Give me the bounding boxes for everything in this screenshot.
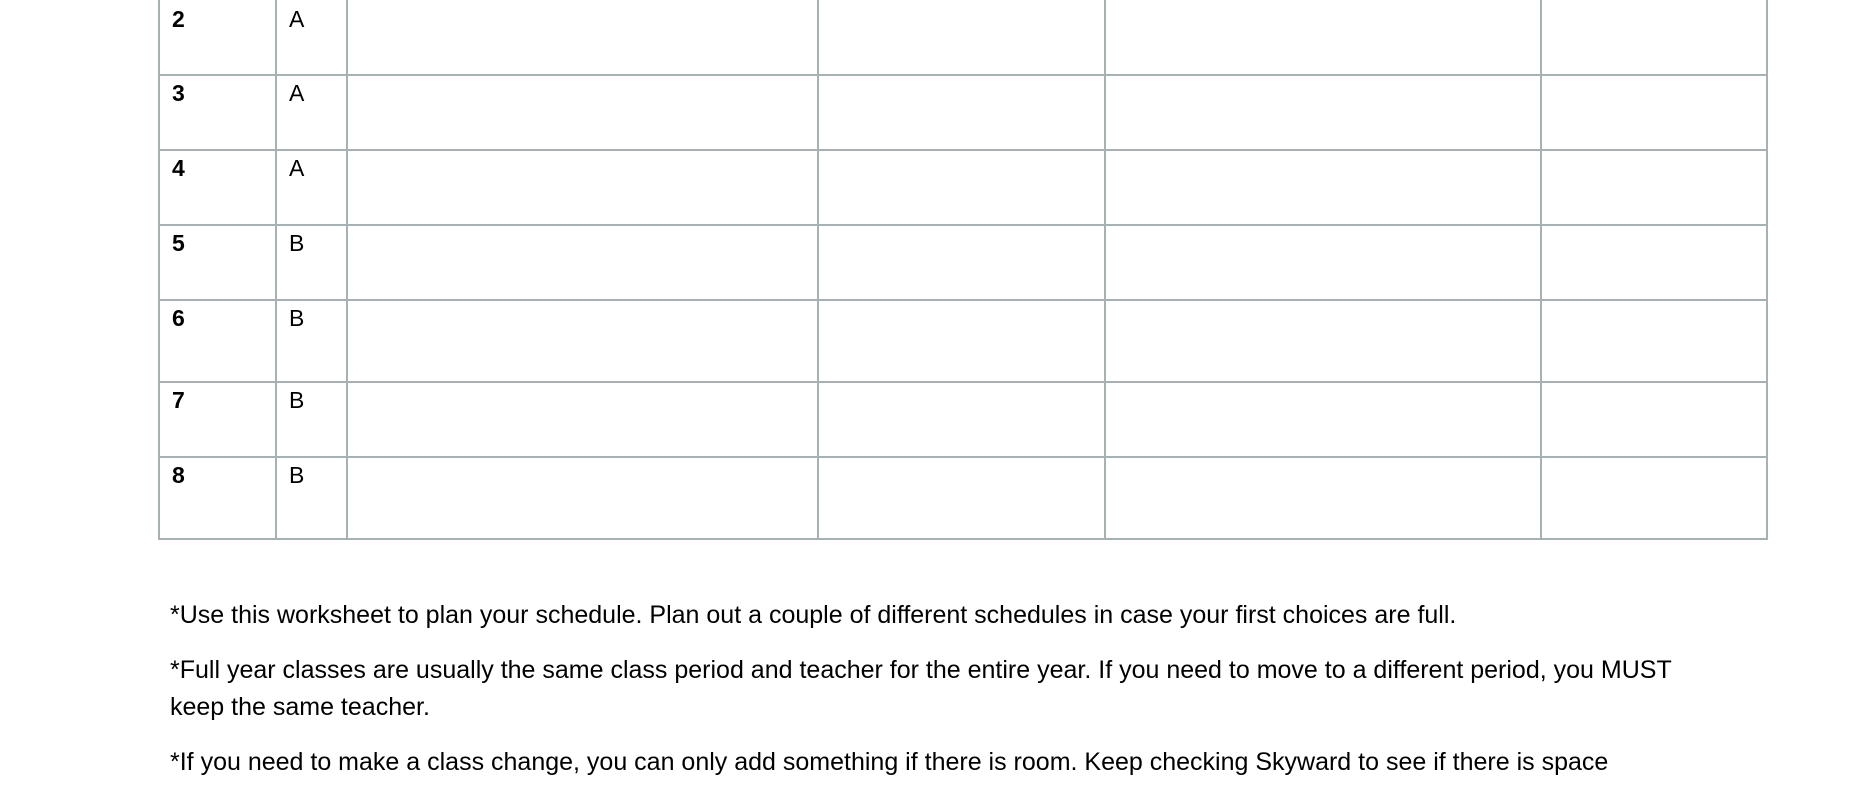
note-full-year-classes: *Full year classes are usually the same class period and teacher for the entire year. If you need to move to a different period, you MUST keep the same teacher. — [170, 656, 1672, 721]
empty-entry-cell[interactable] — [1541, 300, 1767, 382]
empty-entry-cell[interactable] — [347, 382, 818, 457]
period-cell — [159, 75, 276, 150]
period-number: 8 — [172, 462, 185, 488]
empty-entry-cell[interactable] — [1541, 75, 1767, 150]
period-cell — [159, 382, 276, 457]
table-row — [159, 150, 1767, 225]
table-row — [159, 457, 1767, 539]
day-cell — [276, 0, 347, 75]
day-letter: B — [289, 230, 305, 256]
note-plan-schedule: *Use this worksheet to plan your schedule. Plan out a couple of different schedules in case your first choices are full. — [170, 601, 1457, 629]
empty-entry-cell[interactable] — [1541, 150, 1767, 225]
empty-entry-cell[interactable] — [818, 150, 1105, 225]
period-number: 3 — [172, 80, 185, 106]
empty-entry-cell[interactable] — [347, 0, 818, 75]
period-cell — [159, 457, 276, 539]
table-row — [159, 75, 1767, 150]
period-number: 2 — [172, 6, 185, 32]
empty-entry-cell[interactable] — [818, 300, 1105, 382]
empty-entry-cell[interactable] — [347, 225, 818, 300]
period-cell — [159, 300, 276, 382]
empty-entry-cell[interactable] — [1541, 457, 1767, 539]
day-letter: B — [289, 305, 305, 331]
empty-entry-cell[interactable] — [818, 75, 1105, 150]
day-cell — [276, 300, 347, 382]
empty-entry-cell[interactable] — [1541, 382, 1767, 457]
table-row — [159, 300, 1767, 382]
empty-entry-cell[interactable] — [347, 457, 818, 539]
day-cell — [276, 225, 347, 300]
period-number: 7 — [172, 387, 185, 413]
empty-entry-cell[interactable] — [818, 382, 1105, 457]
period-cell — [159, 150, 276, 225]
empty-entry-cell[interactable] — [347, 75, 818, 150]
empty-entry-cell[interactable] — [1541, 0, 1767, 75]
empty-entry-cell[interactable] — [1105, 0, 1541, 75]
period-number: 6 — [172, 305, 185, 331]
table-row — [159, 225, 1767, 300]
empty-entry-cell[interactable] — [1105, 225, 1541, 300]
empty-entry-cell[interactable] — [347, 300, 818, 382]
period-cell — [159, 225, 276, 300]
table-row — [159, 382, 1767, 457]
notes-section — [170, 597, 1690, 799]
period-cell — [159, 0, 276, 75]
period-number: 4 — [172, 155, 185, 181]
empty-entry-cell[interactable] — [818, 457, 1105, 539]
day-cell — [276, 382, 347, 457]
day-letter: A — [289, 6, 305, 32]
day-letter: B — [289, 387, 305, 413]
empty-entry-cell[interactable] — [1541, 225, 1767, 300]
empty-entry-cell[interactable] — [1105, 150, 1541, 225]
empty-entry-cell[interactable] — [1105, 457, 1541, 539]
day-letter: A — [289, 155, 305, 181]
empty-entry-cell[interactable] — [1105, 75, 1541, 150]
day-letter: B — [289, 462, 305, 488]
empty-entry-cell[interactable] — [1105, 300, 1541, 382]
table-row — [159, 0, 1767, 75]
day-cell — [276, 457, 347, 539]
note-class-change: *If you need to make a class change, you can only add something if there is room. Keep checking Skyward to see if there is space — [170, 748, 1609, 776]
schedule-table — [158, 0, 1768, 540]
empty-entry-cell[interactable] — [818, 0, 1105, 75]
day-letter: A — [289, 80, 305, 106]
schedule-table-body — [159, 0, 1767, 539]
empty-entry-cell[interactable] — [1105, 382, 1541, 457]
day-cell — [276, 75, 347, 150]
period-number: 5 — [172, 230, 185, 256]
day-cell — [276, 150, 347, 225]
empty-entry-cell[interactable] — [347, 150, 818, 225]
empty-entry-cell[interactable] — [818, 225, 1105, 300]
